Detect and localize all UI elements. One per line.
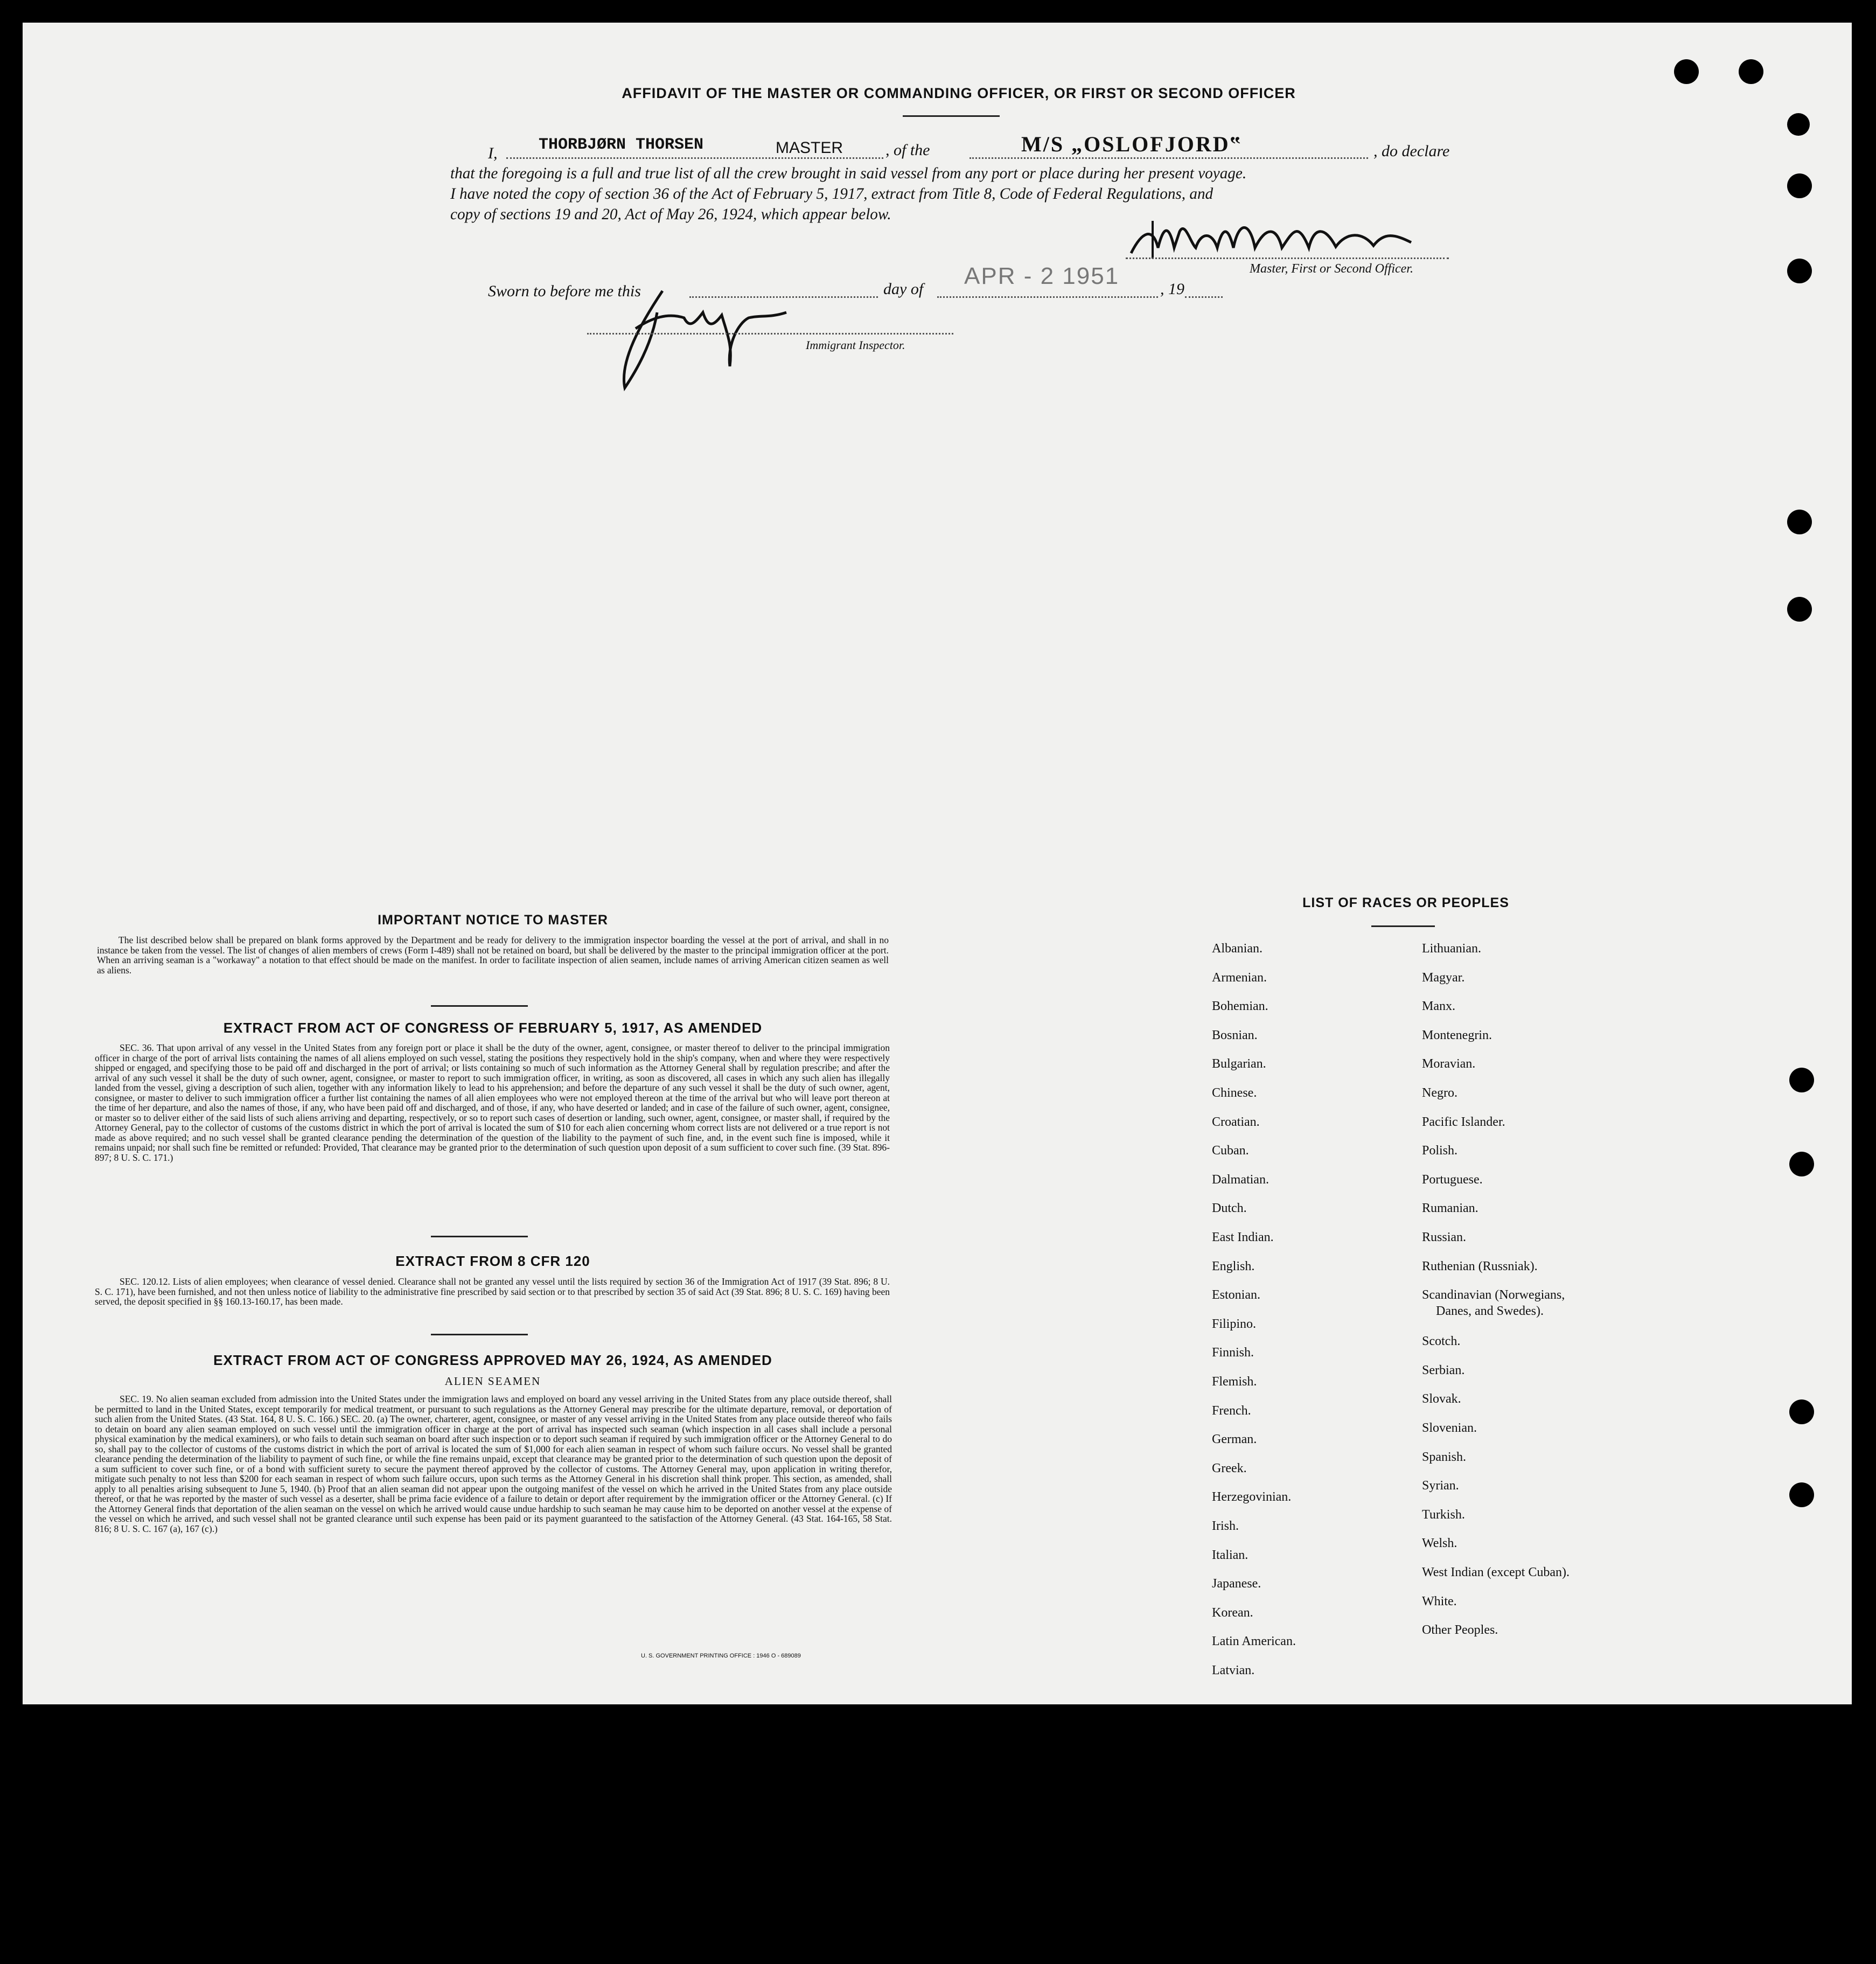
race-item: Finnish. [1212,1346,1254,1360]
race-item: Pacific Islander. [1422,1115,1505,1129]
race-item: Ruthenian (Russniak). [1422,1259,1538,1273]
race-item: Greek. [1212,1461,1247,1475]
inspector-caption: Immigrant Inspector. [806,338,905,352]
race-item: Italian. [1212,1548,1249,1562]
race-item: Albanian. [1212,942,1263,956]
date-stamp: APR - 2 1951 [964,263,1120,289]
extract-1917-title: EXTRACT FROM ACT OF CONGRESS OF FEBRUARY 5, 1917, AS AMENDED [223,1020,763,1036]
extract-1924-title: EXTRACT FROM ACT OF CONGRESS APPROVED MAY 26, 1924, AS AMENDED [213,1352,772,1368]
race-item: Danes, and Swedes). [1436,1304,1544,1319]
punch-hole [1787,113,1810,136]
year-prefix: , 19 [1160,280,1184,298]
race-item: Bulgarian. [1212,1057,1266,1071]
of-the-label: , of the [885,141,930,159]
race-item: White. [1422,1594,1457,1608]
race-item: Portuguese. [1422,1172,1483,1187]
race-item: Rumanian. [1422,1201,1479,1216]
extract-1917-text: SEC. 36. That upon arrival of any vessel in the United States from any foreign port or place it shall be the duty of the owner, agent, consignee, or master thereof to deliver to the principal immigration officer in charge of the port of arrival lists containing the names of all aliens employed on such vessel, stating the positions they respectively hold in the ship's company, when and where they were respectively shipped or engaged, and specifying those to be paid off and discharged in the port of arrival; or lists containing so much of such information as the Attorney General shall by regulation prescribe; and after the arrival of any such vessel it shall be the duty of such owner, agent, consignee, or master to report to such immigration officer, in writing, as soon as discovered, all cases in which any such alien has illegally landed from the vessel, giving a description of such alien, together with any information likely to lead to his apprehension; and before the departure of any such vessel it shall be the duty of such owner, agent, consignee, or master to deliver to such immigration officer a further list containing the names of all alien employees who were not employed thereon at the time of the arrival but who will leave port thereon at the time of her departure, and also the names of those, if any, who have been paid off and discharged, and of those, if any, who have deserted or landed; and in case of the failure of such owner, agent, consignee, or master so to deliver either of the said lists of such aliens arriving and departing, respectively, or so to report such cases of desertion or landing, such owner, agent, consignee, or master shall, if required by the Attorney General, pay to the collector of customs of the customs district in which the port of arrival is located the sum of $10 for each alien concerning whom correct lists are not delivered or a true report is not made as above required; and no such vessel shall be granted clearance pending the determination of the question of the liability to the payment of such fine, and, in the event such fine is imposed, while it remains unpaid; nor shall such fine be remitted or refunded: Provided, That clearance may be granted prior to the determination of such question upon deposit of a sum sufficient to cover such fine. (39 Stat. 896-897; 8 U. S. C. 171.) [95,1042,890,1163]
master-signature [1120,210,1422,269]
race-item: Moravian. [1422,1057,1476,1071]
punch-hole [1787,173,1812,198]
day-of-label: day of [883,280,924,298]
section-divider [431,1005,528,1007]
race-item: Magyar. [1422,970,1465,985]
race-item: Japanese. [1212,1577,1261,1591]
race-item: Latvian. [1212,1663,1255,1677]
inspector-signature-line [587,333,953,335]
affidavit-title: AFFIDAVIT OF THE MASTER OR COMMANDING OFFICER, OR FIRST OR SECOND OFFICER [622,85,1296,101]
race-item: Bosnian. [1212,1028,1258,1042]
race-item: Irish. [1212,1519,1239,1533]
race-item: Herzegovinian. [1212,1490,1292,1505]
punch-hole [1674,59,1699,84]
punch-hole [1789,1399,1814,1424]
affidavit-line-3: I have noted the copy of section 36 of the Act of February 5, 1917, extract from Title 8, Code of Federal Regulations, and [450,185,1214,203]
master-signature-line [1126,257,1449,259]
vessel-name-field: M/S „OSLOFJORD‟ [1021,132,1243,156]
extract-cfr-text: SEC. 120.12. Lists of alien employees; when clearance of vessel denied. Clearance shall not be granted any vessel until the lists required by section 36 of the Immigration Act of 1917 (39 Stat. 896; 8 U. S. C. 171), have been furnished, and not then unless notice of liability to the administrative fine prescribed by said section or to that prescribed by section 35 of said Act (39 Stat. 896; 8 U. S. C. 169) having been served, the deposit specified in §§ 160.13-160.17, has been made. [95,1276,890,1307]
race-item: Slovak. [1422,1392,1461,1406]
punch-hole [1787,597,1812,622]
notice-text: The list described below shall be prepared on blank forms approved by the Department and be ready for delivery to the immigration inspector boarding the vessel at the port of arrival, and shall in no instance be taken from the vessel. The list of changes of alien members of crews (Form I-489) shall not be retained on board, but shall be delivered by the master to the principal immigration officer at the port. When an arriving seaman is a "workaway" a notation to that effect should be made on the manifest. In order to facilitate inspection of alien seamen, include names of arriving American citizen seamen as well as aliens. [97,935,889,976]
section-divider [431,1334,528,1335]
race-item: Serbian. [1422,1363,1465,1377]
races-title: LIST OF RACES OR PEOPLES [1302,895,1509,910]
race-item: Cuban. [1212,1144,1249,1158]
sworn-label: Sworn to before me this [488,282,641,300]
race-item: Polish. [1422,1144,1458,1158]
inspector-signature [609,280,803,393]
master-caption: Master, First or Second Officer. [1250,262,1413,276]
race-item: Chinese. [1212,1086,1257,1100]
race-item: Lithuanian. [1422,942,1481,956]
do-declare-label: , do declare [1373,142,1450,160]
race-item: Armenian. [1212,970,1267,985]
race-item: Montenegrin. [1422,1028,1492,1042]
race-item: French. [1212,1403,1251,1418]
punch-hole [1787,259,1812,283]
race-item: East Indian. [1212,1230,1274,1244]
punch-hole [1787,510,1812,534]
punch-hole [1789,1068,1814,1092]
rank-field: MASTER [776,139,843,157]
affidavit-line-4: copy of sections 19 and 20, Act of May 26, 1924, which appear below. [450,206,891,223]
notice-title: IMPORTANT NOTICE TO MASTER [378,913,608,928]
date-line [937,296,1158,298]
punch-hole [1739,59,1763,84]
race-item: German. [1212,1432,1257,1447]
race-item: Syrian. [1422,1479,1459,1493]
extract-cfr-title: EXTRACT FROM 8 CFR 120 [395,1253,590,1269]
race-item: Spanish. [1422,1450,1467,1464]
race-item: Slovenian. [1422,1421,1477,1435]
master-name-line [506,157,883,159]
punch-hole [1789,1482,1814,1507]
race-item: Scotch. [1422,1334,1461,1349]
race-item: Flemish. [1212,1375,1257,1389]
section-divider [431,1236,528,1237]
year-line [1185,296,1223,298]
race-item: Other Peoples. [1422,1623,1498,1638]
title-underline [903,115,1000,117]
race-item: Negro. [1422,1086,1457,1100]
race-item: Russian. [1422,1230,1467,1244]
race-item: Dutch. [1212,1201,1247,1216]
race-item: Scandinavian (Norwegians, [1422,1288,1565,1303]
race-item: Korean. [1212,1605,1253,1620]
gpo-imprint: U. S. GOVERNMENT PRINTING OFFICE : 1946 O - 689089 [641,1653,801,1659]
race-item: Dalmatian. [1212,1172,1269,1187]
race-item: Welsh. [1422,1536,1457,1551]
affidavit-lead: I, [488,144,498,162]
extract-1924-subtitle: ALIEN SEAMEN [444,1375,541,1388]
race-item: Turkish. [1422,1507,1465,1522]
master-name-field: THORBJØRN THORSEN [539,136,704,154]
race-item: Bohemian. [1212,999,1268,1014]
extract-1924-text: SEC. 19. No alien seaman excluded from admission into the United States under the immigration laws and employed on board any vessel arriving in the United States from any place outside thereof, shall be permitted to land in the United States, except temporarily for medical treatment, or pursuant to such regulations as the Attorney General may prescribe for the ultimate departure, removal, or deportation of such alien from the United States. (43 Stat. 164, 8 U. S. C. 166.) SEC. 20. (a) The owner, charterer, agent, consignee, or master of any vessel arriving in the United States from any place outside thereof who fails to detain on board any alien seaman employed on such vessel until the immigration officer in charge at the port of arrival has inspected such seaman (which inspection in all cases shall include a personal physical examination by the medical examiners), or who fails to detain such seaman on board after such inspection or to deport such seaman if required by such immigration officer or the Attorney General to do so, shall pay to the collector of customs of the customs district in which the port of arrival is located the sum of $1,000 for each alien seaman in respect of whom such failure occurs. No vessel shall be granted clearance pending the determination of the liability to payment of such fine, or while the fine remains unpaid, except that clearance may be granted prior to the determination of such question upon the deposit of a sum sufficient to cover such fine, or of a bond with sufficient surety to secure the payment thereof approved by the collector of customs. The Attorney General may, upon application in writing therefor, mitigate such penalty to not less than $200 for each seaman in respect of whom such failure occurs, upon such terms as the Attorney General in his discretion shall think proper. This section, as amended, shall apply to all penalties arising subsequent to June 5, 1940. (b) Proof that an alien seaman did not appear upon the outgoing manifest of the vessel on which he arrived in the United States from any place outside thereof, or that he was reported by the master of such vessel as a deserter, shall be prima facie evidence of a failure to detain or deport after requirement by the immigration officer or the Attorney General. (c) If the Attorney General finds that deportation of the alien seaman on the vessel on which he arrived would cause undue hardship to such seaman he may cause him to be deported on another vessel at the expense of the vessel on which he arrived, and such vessel shall not be granted clearance until such expense has been paid or its payment guaranteed to the satisfaction of the Attorney General. (43 Stat. 164-165, 58 Stat. 816; 8 U. S. C. 167 (a), 167 (c).) [95,1394,892,1534]
race-item: Latin American. [1212,1634,1296,1649]
affidavit-line-2: that the foregoing is a full and true list of all the crew brought in said vessel from any port or place during her present voyage. [450,165,1247,182]
race-item: Filipino. [1212,1317,1257,1331]
race-item: English. [1212,1259,1255,1273]
race-item: Estonian. [1212,1288,1260,1303]
race-item: West Indian (except Cuban). [1422,1565,1570,1579]
race-item: Croatian. [1212,1115,1260,1129]
races-title-underline [1371,925,1435,927]
race-item: Manx. [1422,999,1455,1014]
vessel-line [970,157,1368,159]
punch-hole [1789,1152,1814,1176]
